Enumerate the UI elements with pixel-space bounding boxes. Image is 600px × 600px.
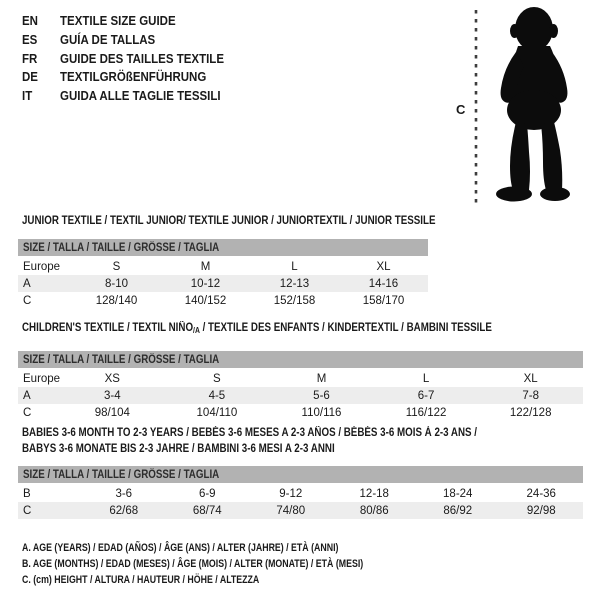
size-cell: 92/98 [526,504,556,517]
table-row-age [18,387,583,404]
size-header-bar [18,351,583,369]
children-size-table [18,351,583,421]
height-figure [440,2,595,214]
language-code: ES [22,33,38,48]
babies-title-line1: BABIES 3-6 MONTH TO 2-3 YEARS / BEBÉS 3-6 MESES A 2-3 AÑOS / BÉBÉS 3-6 MOIS À 2-3 ANS / [22,427,478,439]
table-row-height [18,292,428,309]
size-cell: 128/140 [95,294,138,307]
language-code: FR [22,51,38,66]
size-cell: S [213,372,221,385]
size-cell: 62/68 [109,504,139,517]
size-cell: 86/92 [443,504,473,517]
language-title: GUIDA ALLE TAGLIE TESSILI [60,89,221,104]
size-cell: 110/116 [301,406,342,419]
language-title: TEXTILE SIZE GUIDE [60,14,176,29]
toddler-silhouette-body [496,7,570,202]
babies-table-wrap [18,466,583,519]
size-cell: 3-4 [103,389,121,402]
language-title: TEXTILGRÖßENFÜHRUNG [60,70,207,85]
size-cell: L [422,372,430,385]
language-code: DE [22,70,38,85]
size-cell: 24-36 [526,487,556,500]
table-row-height [18,404,583,421]
children-title-sub: /A [193,326,200,335]
size-cell: 9-12 [279,487,303,500]
size-cell: 12-13 [279,277,310,290]
junior-table-title: JUNIOR TEXTILE / TEXTIL JUNIOR/ TEXTILE JUNIOR / JUNIORTEXTIL / JUNIOR TESSILE [22,215,436,227]
size-cell: L [291,260,298,273]
size-cell: 8-10 [104,277,129,290]
language-row-it [22,87,238,106]
size-cell: 140/152 [184,294,227,307]
size-cell: 74/80 [276,504,306,517]
babies-size-table [18,466,583,519]
size-cell: XS [104,372,120,385]
footnote-c: C. (cm) HEIGHT / ALTURA / HAUTEUR / HÖHE / ALTEZZA [22,574,260,587]
size-cell: 12-18 [359,487,389,500]
row-label: Europe [23,260,61,273]
language-code: EN [22,14,38,29]
size-cell: M [316,372,327,385]
footnote-b: B. AGE (MONTHS) / EDAD (MESES) / ÂGE (MOIS) / ALTER (MONATE) / ETÀ (MESI) [22,558,364,571]
size-cell: 6-7 [417,389,435,402]
children-table-title [22,320,492,339]
language-row-en [22,12,238,31]
size-header-row [18,239,428,257]
row-label: B [23,487,31,500]
row-label: C [23,294,32,307]
size-header-text: SIZE / TALLA / TAILLE / GRÖSSE / TAGLIA [23,241,220,254]
children-table-wrap [18,351,583,421]
language-title: GUÍA DE TALLAS [60,33,156,48]
language-row-de [22,68,238,87]
row-label: Europe [23,372,61,385]
footnotes [22,540,449,589]
language-title: GUIDE DES TAILLES TEXTILE [60,51,225,66]
row-label: A [23,389,31,402]
size-cell: 7-8 [522,389,539,402]
size-cell: S [112,260,121,273]
row-label: A [23,277,31,290]
children-title-prefix: CHILDREN'S TEXTILE / TEXTIL NIÑO [22,322,194,334]
junior-table-wrap [18,239,428,309]
size-cell: XL [376,260,391,273]
language-code: IT [22,89,33,104]
size-cell: 152/158 [273,294,316,307]
table-row-months [18,484,583,502]
babies-table-title [22,425,477,457]
size-cell: M [200,260,211,273]
size-header-text: SIZE / TALLA / TAILLE / GRÖSSE / TAGLIA [23,468,220,481]
size-cell: XL [523,372,538,385]
language-row-fr [22,49,238,68]
size-header-row [18,351,583,369]
size-cell: 5-6 [313,389,330,402]
size-cell: 122/128 [509,406,552,419]
size-header-row [18,466,583,484]
junior-size-table [18,239,428,309]
size-cell: 98/104 [94,406,130,419]
babies-title-line2: BABYS 3-6 MONATE BIS 2-3 JAHRE / BAMBINI 3-6 MESI A 2-3 ANNI [22,443,335,455]
row-label: C [23,406,32,419]
size-cell: 10-12 [190,277,221,290]
size-cell: 14-16 [368,277,399,290]
size-cell: 104/110 [196,406,238,419]
table-row-europe [18,257,428,275]
size-cell: 18-24 [443,487,473,500]
language-row-es [22,31,238,50]
table-row-height [18,502,583,519]
height-measure-label: C [456,102,466,117]
language-list [22,12,238,105]
size-cell: 80/86 [359,504,389,517]
size-cell: 6-9 [198,487,216,500]
footnote-a: A. AGE (YEARS) / EDAD (AÑOS) / ÂGE (ANS) / ALTER (JAHRE) / ETÀ (ANNI) [22,542,339,554]
children-title-suffix: / TEXTILE DES ENFANTS / KINDERTEXTIL / BAMBINI TESSILE [199,322,492,334]
size-cell: 68/74 [192,504,222,517]
size-cell: 116/122 [405,406,447,419]
row-label: C [23,504,32,517]
size-cell: 158/170 [362,294,405,307]
size-header-text: SIZE / TALLA / TAILLE / GRÖSSE / TAGLIA [23,353,220,366]
table-row-age [18,275,428,292]
size-cell: 4-5 [208,389,226,402]
table-row-europe [18,369,583,387]
size-header-bar [18,466,583,484]
size-header-bar [18,239,428,257]
size-cell: 3-6 [115,487,133,500]
